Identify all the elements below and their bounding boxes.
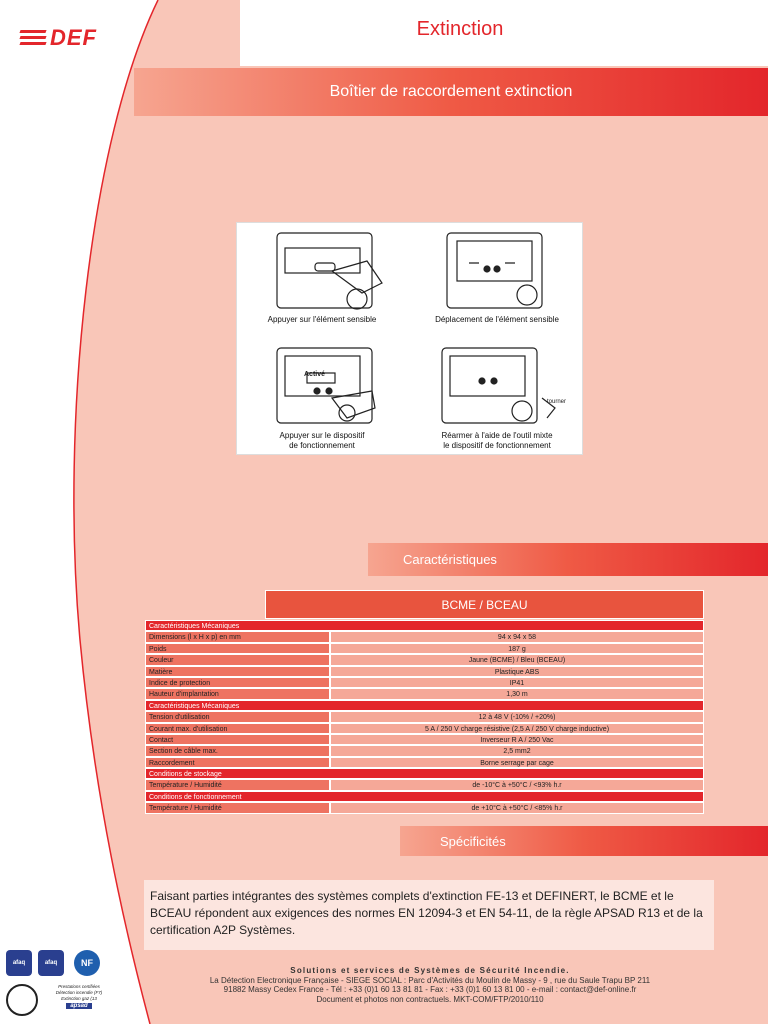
footer — [150, 966, 710, 1004]
spec-row — [145, 677, 704, 688]
spec-key: Section de câble max. — [145, 745, 330, 756]
apsad-logo: apsad — [66, 1003, 91, 1009]
caption-step-1: Appuyer sur l'élément sensible — [267, 315, 377, 324]
page-title: Extinction — [416, 18, 504, 40]
footer-address: La Détection Electronique Française - SIEGE SOCIAL : Parc d'Activités du Moulin de Massy - 9 , rue du Saule Trapu BP 211 — [209, 975, 651, 985]
spec-row — [145, 757, 704, 768]
instruction-figure — [236, 222, 583, 455]
spec-row — [145, 723, 704, 734]
certification-text: Prestations certifiées Détection incendie (F7) Extinction gaz (13 apsad — [55, 984, 103, 1009]
logo-flag-icon — [20, 30, 46, 46]
spec-value: de -10°C à +50°C / <93% h.r — [330, 779, 704, 790]
caption-step-4: Réarmer à l'aide de l'outil mixte le dispositif de fonctionnement — [441, 431, 553, 450]
spec-row — [145, 745, 704, 756]
section-specificities-heading: Spécificités — [440, 833, 506, 849]
spec-value: Inverseur R A / 250 Vac — [330, 734, 704, 745]
spec-value: 2,5 mm2 — [330, 745, 704, 756]
caption-step-3: Appuyer sur le dispositif de fonctionnement — [279, 431, 365, 450]
spec-group-header — [145, 791, 704, 802]
spec-value: 5 A / 250 V charge résistive (2,5 A / 250 V charge inductive) — [330, 723, 704, 734]
banner-title: Boîtier de raccordement extinction — [329, 83, 573, 100]
spec-row — [145, 654, 704, 665]
spec-row — [145, 734, 704, 745]
spec-key: Poids — [145, 643, 330, 654]
certification-seal-icon — [6, 984, 38, 1016]
spec-key: Température / Humidité — [145, 802, 330, 813]
logo-text: DEF — [50, 25, 97, 50]
spec-value: Plastique ABS — [330, 666, 704, 677]
spec-row — [145, 688, 704, 699]
spec-group-label: Conditions de fonctionnement — [145, 791, 704, 802]
spec-value: 94 x 94 x 58 — [330, 631, 704, 642]
spec-key: Hauteur d'implantation — [145, 688, 330, 699]
spec-key: Température / Humidité — [145, 779, 330, 790]
caption-step-2: Déplacement de l'élément sensible — [435, 315, 559, 324]
spec-group-label: Caractéristiques Mécaniques — [145, 700, 704, 711]
spec-key: Tension d'utilisation — [145, 711, 330, 722]
spec-group-header — [145, 620, 704, 631]
spec-table — [145, 620, 704, 814]
active-label: Activé — [304, 371, 326, 378]
instruction-drawings — [237, 223, 584, 456]
spec-key: Indice de protection — [145, 677, 330, 688]
tourner-label: tourner — [547, 399, 567, 405]
afaq-logo-1: afaq — [6, 950, 32, 976]
spec-group-label: Caractéristiques Mécaniques — [145, 620, 704, 631]
spec-key: Courant max. d'utilisation — [145, 723, 330, 734]
spec-value: de +10°C à +50°C / <85% h.r — [330, 802, 704, 813]
spec-row — [145, 666, 704, 677]
spec-key: Couleur — [145, 654, 330, 665]
spec-value: 12 à 48 V (-10% / +20%) — [330, 711, 704, 722]
footer-tagline: Solutions et services de Systèmes de Sécurité Incendie. — [290, 966, 570, 975]
footer-contact: 91882 Massy Cedex France - Tél : +33 (0)1 60 13 81 81 - Fax : +33 (0)1 60 13 81 00 - e-mail : contact@def-online.fr — [223, 985, 637, 994]
def-logo — [20, 27, 97, 49]
spec-value: 1,30 m — [330, 688, 704, 699]
spec-key: Raccordement — [145, 757, 330, 768]
spec-row — [145, 643, 704, 654]
spec-group-header — [145, 700, 704, 711]
certification-logos — [6, 950, 146, 1020]
spec-group-header — [145, 768, 704, 779]
spec-row — [145, 802, 704, 813]
spec-value: Jaune (BCME) / Bleu (BCEAU) — [330, 654, 704, 665]
description-paragraph: Faisant parties intégrantes des systèmes complets d'extinction FE-13 et DEFINERT, le BCME et le BCEAU répondent aux exigences des normes EN 12094-3 et EN 54-11, de la règle APSAD R13 et de la certification A2P Systèmes. — [150, 889, 703, 937]
spec-key: Matière — [145, 666, 330, 677]
spec-key: Dimensions (l x H x p) en mm — [145, 631, 330, 642]
spec-value: Borne serrage par cage — [330, 757, 704, 768]
spec-value: IP41 — [330, 677, 704, 688]
section-characteristics-heading: Caractéristiques — [403, 552, 497, 567]
nf-logo: NF — [74, 950, 100, 976]
spec-row — [145, 711, 704, 722]
spec-table-title: BCME / BCEAU — [265, 590, 704, 619]
spec-key: Contact — [145, 734, 330, 745]
footer-disclaimer: Document et photos non contractuels. MKT-COM/FTP/2010/110 — [316, 994, 544, 1004]
afaq-logo-2: afaq — [38, 950, 64, 976]
spec-row — [145, 631, 704, 642]
spec-group-label: Conditions de stockage — [145, 768, 704, 779]
spec-value: 187 g — [330, 643, 704, 654]
spec-row — [145, 779, 704, 790]
